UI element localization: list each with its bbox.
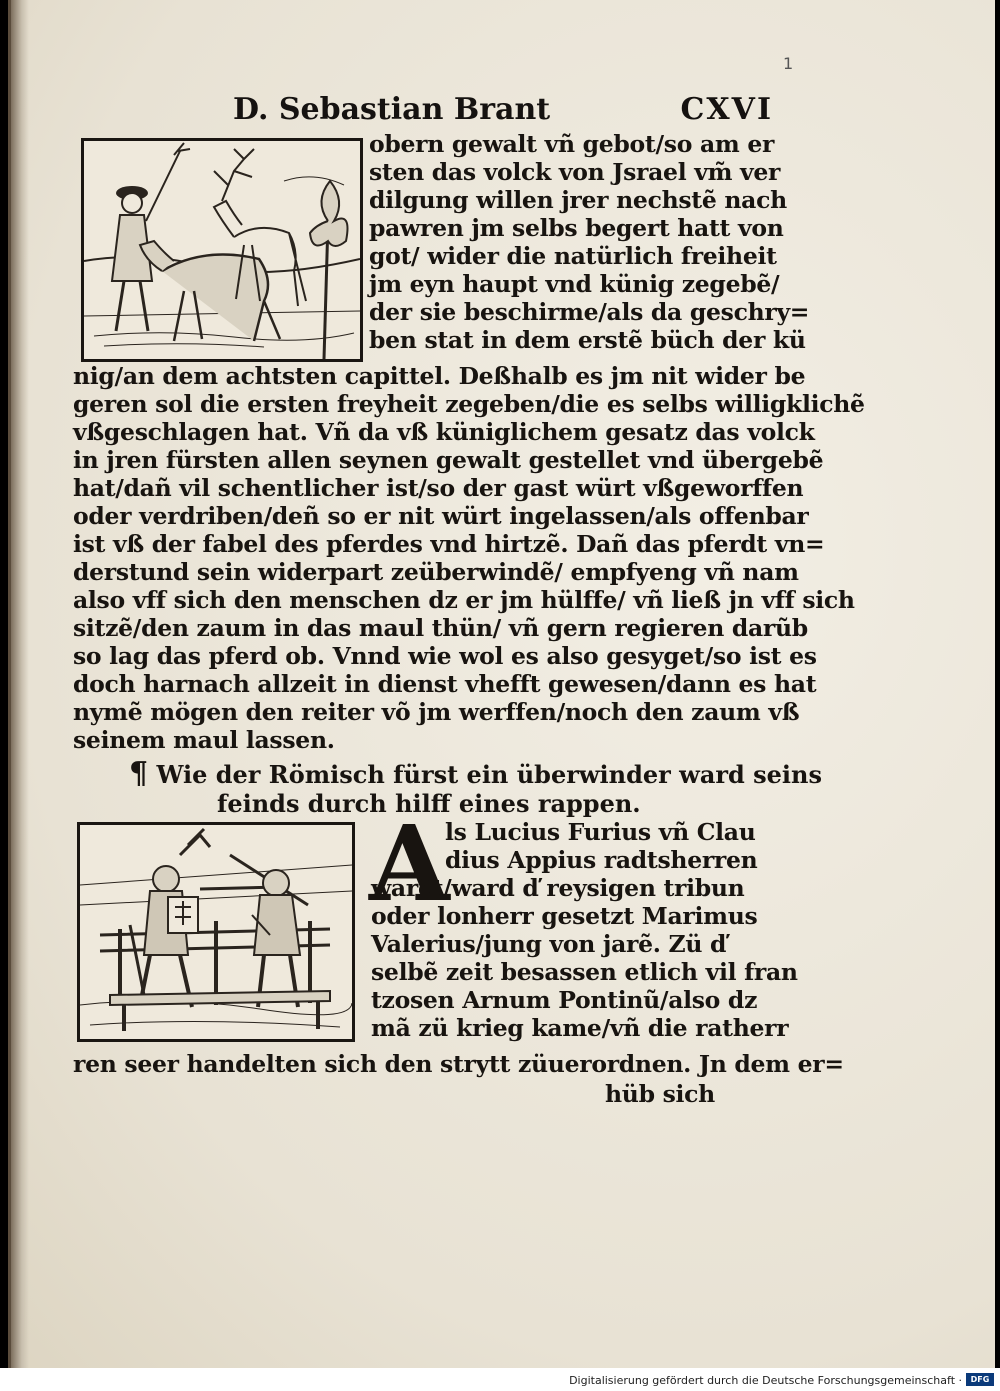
- dfg-logo-icon: DFG: [966, 1373, 994, 1386]
- folio-number: CXVI: [680, 92, 773, 127]
- text-block-3-first-indent: [445, 846, 757, 874]
- text-line: geren sol die ersten freyheit zegeben/die es selbs willigklichẽ: [73, 390, 865, 418]
- text-line: obern gewalt vñ gebot/so am er: [369, 130, 775, 158]
- text-line: derstund sein widerpart zeüberwindẽ/ empfyeng vñ nam: [73, 558, 799, 586]
- text-line: mã zü krieg kame/vñ die ratherr: [371, 1014, 789, 1042]
- text-line: selbẽ zeit besassen etlich vil fran: [371, 958, 798, 986]
- text-line: oder lonherr gesetzt Marimus: [371, 902, 758, 930]
- text-line: ls Lucius Furius vñ Clau: [445, 818, 756, 846]
- digitization-footer: [0, 1368, 1000, 1391]
- text-block-3-first: [445, 818, 756, 846]
- text-block-3: [371, 874, 798, 1042]
- text-line: oder verdriben/deñ so er nit würt ingelassen/als offenbar: [73, 502, 809, 530]
- text-line: sitzẽ/den zaum in das maul thün/ vñ gern regieren darũb: [73, 614, 808, 642]
- text-line: sten das volck von Jsrael vm̃ ver: [369, 158, 781, 186]
- text-line: got/ wider die natürlich freiheit: [369, 242, 777, 270]
- text-line: so lag das pferd ob. Vnnd wie wol es also gesyget/so ist es: [73, 642, 817, 670]
- section-heading-continued: feinds durch hilff eines rappen.: [217, 789, 641, 818]
- text-block-1: [369, 130, 809, 354]
- text-line: doch harnach allzeit in dienst vhefft gewesen/dann es hat: [73, 670, 817, 698]
- text-block-2: [73, 362, 865, 754]
- woodcut-horse-and-stag: [81, 138, 363, 362]
- running-head-author: D. Sebastian Brant: [233, 92, 551, 127]
- text-line: dilgung willen jrer nechstẽ nach: [369, 186, 787, 214]
- margin-mark: 1: [783, 54, 794, 73]
- text-line: ist vß der fabel des pferdes vnd hirtzẽ. Dañ das pferdt vn=: [73, 530, 825, 558]
- catchword: hüb sich: [605, 1080, 715, 1108]
- text-line: also vff sich den menschen dz er jm hülffe/ vñ ließ jn vff sich: [73, 586, 855, 614]
- text-line: jm eyn haupt vnd künig zegebẽ/: [369, 270, 780, 298]
- text-line: seinem maul lassen.: [73, 726, 335, 754]
- section-heading: [129, 756, 823, 791]
- binding-gutter: [11, 0, 29, 1368]
- text-line: hat/dañ vil schentlicher ist/so der gast würt vßgeworffen: [73, 474, 804, 502]
- text-line: vßgeschlagen hat. Vñ da vß küniglichem gesatz das volck: [73, 418, 815, 446]
- text-line: warẽt/ward ď reysigen tribun: [371, 874, 745, 902]
- woodcut-horse-and-stag-illustration: [84, 141, 360, 359]
- text-line: tzosen Arnum Pontinũ/also dz: [371, 986, 758, 1014]
- woodcut-two-knights: [77, 822, 355, 1042]
- book-page: [8, 0, 995, 1368]
- text-line: Valerius/jung von jarẽ. Zü ď: [371, 930, 727, 958]
- drop-cap: A: [369, 802, 450, 925]
- text-line: ren seer handelten sich den strytt züuerordnen. Jn dem er=: [73, 1050, 844, 1078]
- running-head: [233, 92, 773, 128]
- text-line: nig/an dem achtsten capittel. Deßhalb es jm nit wider be: [73, 362, 806, 390]
- text-line: ben stat in dem erstẽ büch der kü: [369, 326, 806, 354]
- pilcrow-icon: ¶: [129, 756, 149, 791]
- text-line: der sie beschirme/als da geschry=: [369, 298, 810, 326]
- funding-credit: Digitalisierung gefördert durch die Deutsche Forschungsgemeinschaft ·: [569, 1374, 962, 1387]
- text-line: in jren fürsten allen seynen gewalt gestellet vnd übergebẽ: [73, 446, 824, 474]
- section-heading-line-1: Wie der Römisch fürst ein überwinder ward seins: [156, 760, 823, 789]
- text-line: nymẽ mögen den reiter võ jm werffen/noch den zaum vß: [73, 698, 800, 726]
- text-line: dius Appius radtsherren: [445, 846, 758, 874]
- text-block-4: [73, 1050, 844, 1078]
- text-line: pawren jm selbs begert hatt von: [369, 214, 784, 242]
- woodcut-two-knights-illustration: [80, 825, 352, 1039]
